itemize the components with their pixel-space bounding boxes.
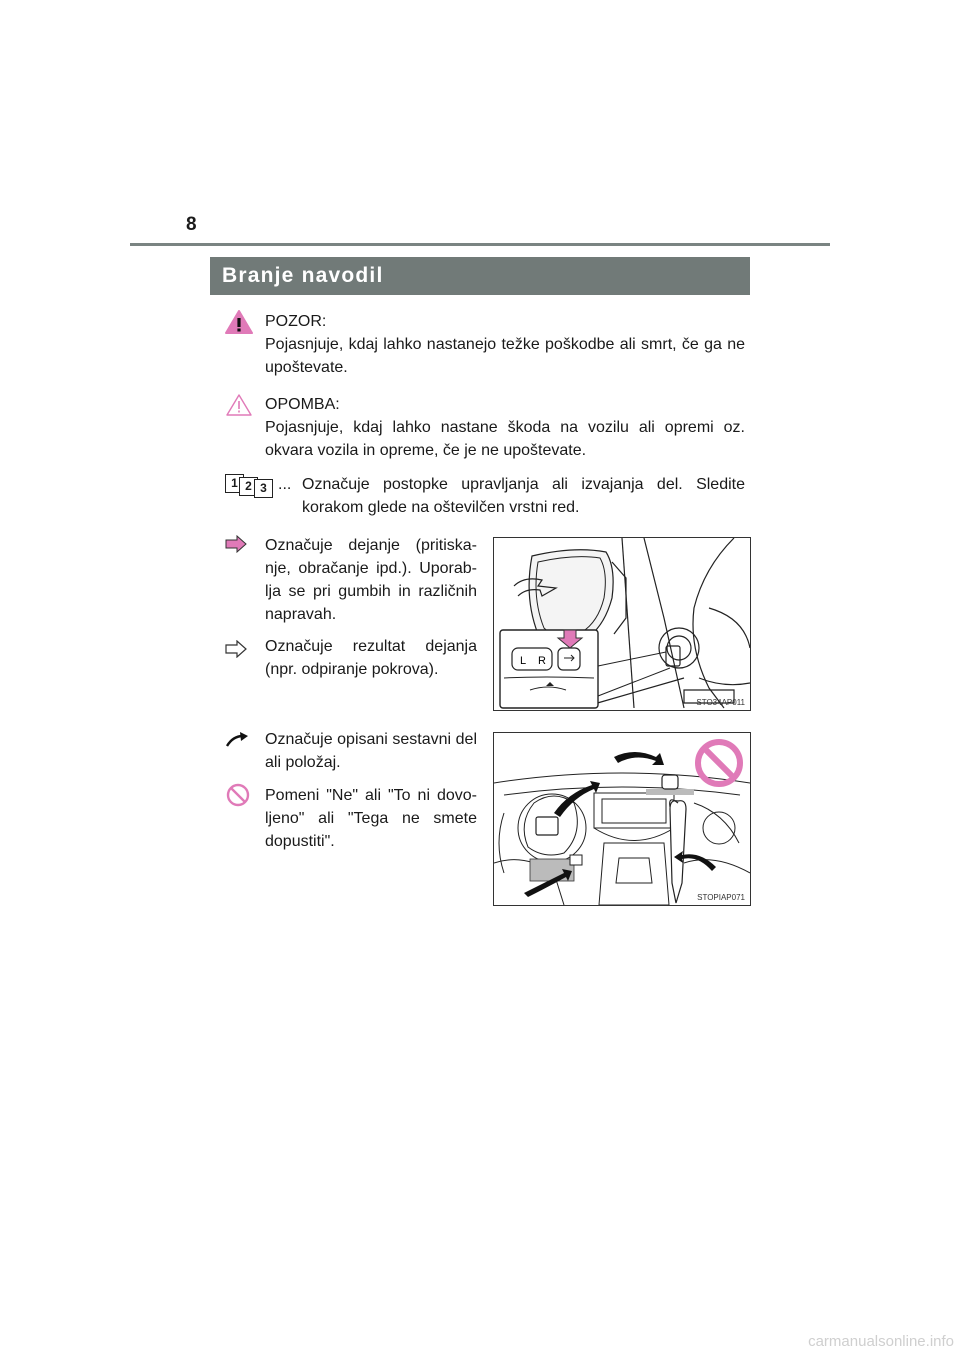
page-number: 8 — [186, 214, 197, 235]
opomba-text: Pojasnjuje, kdaj lahko nastane škoda na vozilu ali opremi oz. okvara vozila in opreme, če je ne upoštevate. — [265, 419, 745, 459]
steps-dots: ... — [278, 476, 292, 493]
steps-text: Označuje postopke upravljanja ali izvajanja del. Sledite korakom glede na oštevilčen vrstni red. — [302, 476, 745, 516]
mirror-figure-code: STO34AP011 — [696, 698, 745, 707]
result-arrow-icon — [225, 640, 247, 658]
action-text: Označuje dejanje (pritiska-nje, obračanje ipd.). Uporab-lja se pri gumbih in različnih napravah. — [265, 537, 477, 623]
component-text: Označuje opisani sestavni del ali položaj. — [265, 731, 477, 771]
pozor-entry — [265, 310, 745, 379]
notice-icon — [226, 393, 252, 417]
prohibited-icon — [226, 783, 250, 807]
mirror-illustration — [494, 538, 750, 710]
opomba-entry — [265, 393, 745, 462]
mirror-figure — [493, 537, 751, 711]
result-text: Označuje rezultat dejanja (npr. odpiranje pokrova). — [265, 638, 477, 678]
warning-icon — [225, 309, 253, 335]
pozor-text: Pojasnjuje, kdaj lahko nastanejo težke poškodbe ali smrt, če ga ne upoštevate. — [265, 336, 745, 376]
footer-site: carmanualsonline.info — [808, 1333, 954, 1350]
interior-figure — [493, 732, 751, 906]
prohibited-text: Pomeni "Ne" ali "To ni dovo-ljeno" ali "Tega ne smete dopustiti". — [265, 787, 477, 850]
step-number-3: 3 — [254, 479, 273, 498]
step-numbers-icon — [225, 474, 277, 496]
top-rule — [130, 243, 830, 246]
action-arrow-icon — [225, 535, 247, 553]
mirror-switch-right: R — [538, 655, 546, 667]
mirror-switch-left: L — [520, 655, 527, 667]
interior-figure-code: STOPIAP071 — [697, 893, 745, 902]
pozor-label: POZOR: — [265, 313, 327, 330]
step-number-1: 1 — [225, 474, 244, 493]
interior-illustration — [494, 733, 750, 905]
section-title: Branje navodil — [210, 257, 750, 295]
step-number-2: 2 — [239, 477, 258, 496]
opomba-label: OPOMBA: — [265, 396, 340, 413]
component-pointer-icon — [225, 732, 249, 748]
